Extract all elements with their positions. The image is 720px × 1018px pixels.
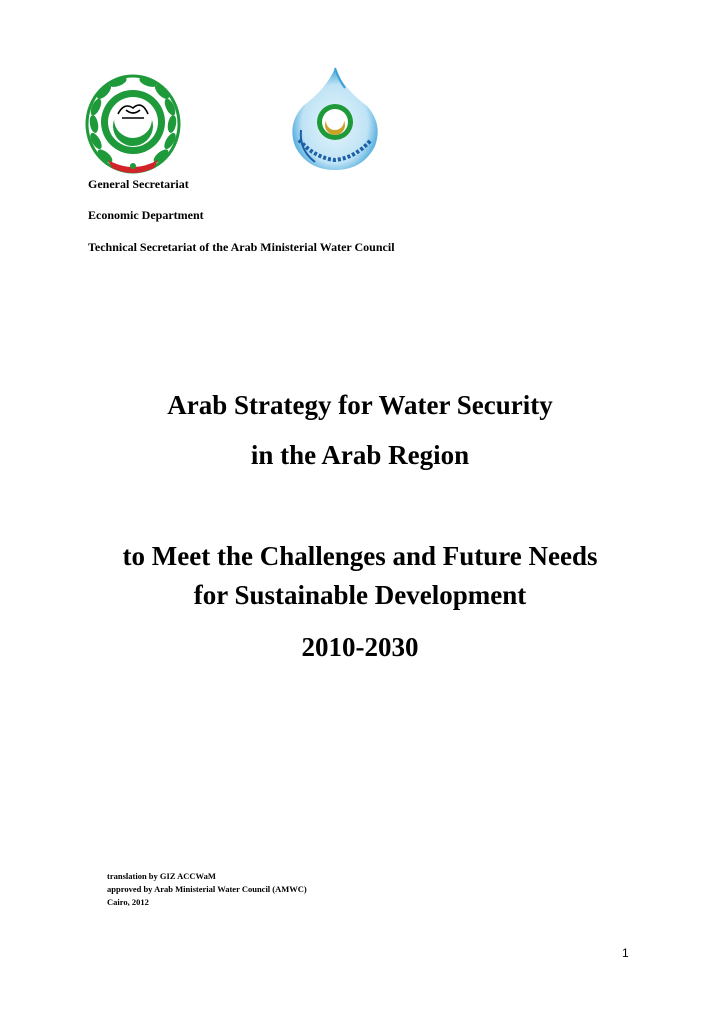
footer-approval: approved by Arab Ministerial Water Council (AMWC) (107, 884, 307, 894)
title-line-2: in the Arab Region (250, 440, 470, 470)
title-line-1: Arab Strategy for Water Security (167, 390, 553, 420)
footer-translation: translation by GIZ ACCWaM (107, 871, 216, 881)
header-line-general-secretariat: General Secretariat (88, 177, 189, 191)
footer-place-date: Cairo, 2012 (107, 897, 149, 907)
page-number: 1 (622, 946, 629, 960)
title-line-4: for Sustainable Development (193, 580, 527, 610)
header-line-economic-department: Economic Department (88, 208, 204, 222)
arab-ministerial-water-council-logo (285, 66, 385, 172)
header-line-technical-secretariat: Technical Secretariat of the Arab Ministerial Water Council (88, 240, 395, 254)
arab-league-emblem (84, 72, 182, 176)
title-line-3: to Meet the Challenges and Future Needs (122, 541, 598, 571)
title-years: 2010-2030 (301, 632, 419, 662)
